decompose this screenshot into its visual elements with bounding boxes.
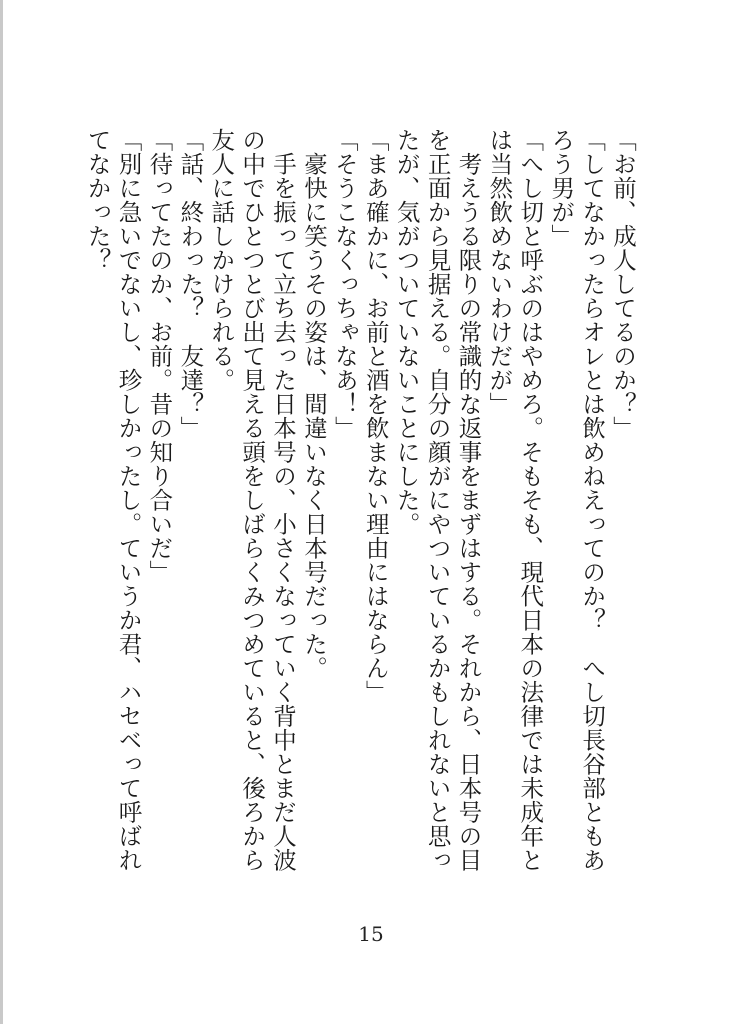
text-line-10: 「待ってたのか、お前。昔の知り合いだ」: [145, 128, 174, 584]
text-line-11: 「別に急いでないし、珍しかったし。ていうか君、ハセベって呼ばれてなかった？: [83, 128, 143, 872]
page-number: 15: [358, 922, 384, 946]
text-line-2: 「してなかったらオレとは飲めねえってのか？ へし切長谷部ともあろう男が」: [547, 128, 607, 872]
page-edge-shadow: [0, 0, 3, 1024]
text-line-5: 「まあ確かに、お前と酒を飲まない理由にはならん」: [361, 128, 390, 704]
text-line-6: 「そうこなくっちゃなあ！」: [330, 128, 359, 440]
text-line-9: 「話、終わった？ 友達？」: [176, 128, 205, 440]
vertical-text-body: [82, 128, 638, 880]
text-line-7: 豪快に笑うその姿は、間違いなく日本号だった。: [299, 128, 328, 680]
text-line-8: 手を振って立ち去った日本号の、小さくなっていく背中とまだ人波の中でひとつとび出て見える頭をしばらくみつめていると、後ろから友人に話しかけられる。: [207, 128, 298, 872]
text-line-3: 「へし切と呼ぶのはやめろ。そもそも、現代日本の法律では未成年とは当然飲めないわけだが」: [485, 128, 545, 872]
text-line-4: 考えうる限りの常識的な返事をまずはする。それから、日本号の目を正面から見据える。自分の顔がにやついているかもしれないと思ったが、気がついていないことにした。: [392, 128, 483, 872]
text-line-1: 「お前、成人してるのか？」: [609, 128, 637, 440]
